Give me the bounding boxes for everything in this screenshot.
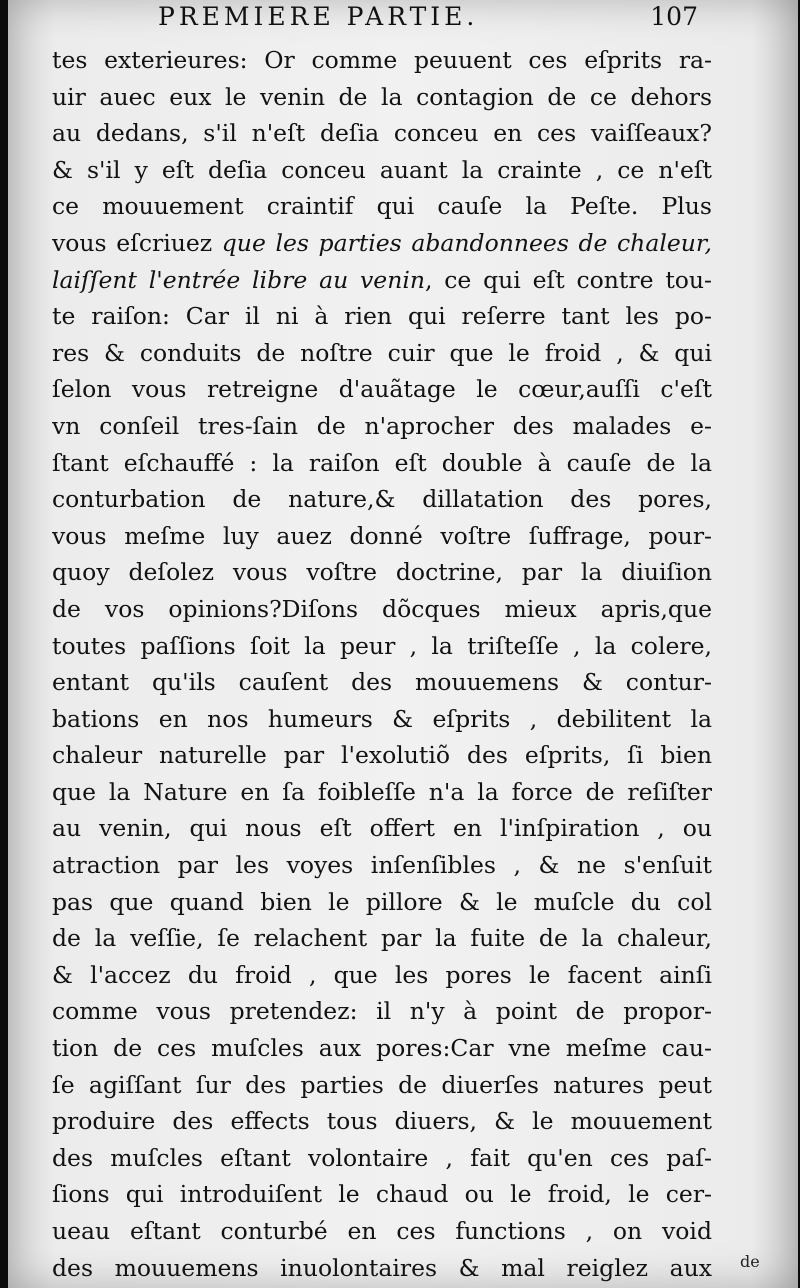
line-text: au dedans, s'il n'eſt deſia conceu en ces vaiſſeaux?	[52, 119, 712, 148]
line-text-after: , ce qui eſt contre tou-	[424, 265, 712, 294]
line-text: de vos opinions?Diſons dõcques mieux apris,que	[52, 594, 712, 623]
text-line	[52, 701, 712, 738]
catchword: de	[740, 1252, 760, 1271]
line-text: entant qu'ils cauſent des mouuemens & contur-	[52, 668, 712, 697]
line-text: pas que quand bien le pillore & le muſcle du col	[52, 887, 712, 916]
line-text: ſelon vous retreigne d'auãtage le cœur,auſſi c'eſt	[52, 375, 712, 404]
text-line	[52, 335, 712, 372]
text-line	[52, 554, 712, 591]
line-text: chaleur naturelle par l'exolutiõ des eſprits, ſi bien	[52, 741, 712, 770]
line-text: res & conduits de noſtre cuir que le froid , & qui	[52, 338, 712, 367]
page-number: 107	[650, 2, 698, 31]
text-line	[52, 1213, 712, 1250]
text-line	[52, 225, 712, 262]
text-line	[52, 1176, 712, 1213]
text-line	[52, 737, 712, 774]
line-text: comme vous pretendez: il n'y à point de propor-	[52, 997, 712, 1026]
line-text: ſtant eſchauffé : la raiſon eſt double à cauſe de la	[52, 448, 712, 477]
line-text: te raiſon: Car il ni à rien qui reſerre tant les po-	[52, 302, 712, 331]
text-line	[52, 518, 712, 555]
line-text: vous meſme luy auez donné voſtre ſuffrage, pour-	[52, 521, 712, 550]
text-line	[52, 884, 712, 921]
line-text: bations en nos humeurs & eſprits , debilitent la	[52, 704, 712, 733]
text-line	[52, 664, 712, 701]
text-line	[52, 1103, 712, 1140]
line-text: de la veſſie, ſe relachent par la fuite de la chaleur,	[52, 924, 712, 953]
line-text: uir auec eux le venin de la contagion de ce dehors	[52, 82, 712, 111]
text-line	[52, 628, 712, 665]
text-line	[52, 42, 712, 79]
line-text: quoy deſolez vous voſtre doctrine, par la diuiſion	[52, 558, 712, 587]
line-text: des muſcles eſtant volontaire , fait qu'en ces paſ-	[52, 1143, 712, 1172]
text-line	[52, 115, 712, 152]
text-line	[52, 1030, 712, 1067]
book-page	[8, 0, 798, 1288]
text-line	[52, 152, 712, 189]
text-line	[52, 188, 712, 225]
line-italic-text: que les parties abandonnees de chaleur,	[221, 228, 712, 257]
line-text: tes exterieures: Or comme peuuent ces eſprits ra-	[52, 46, 712, 74]
text-line	[52, 1067, 712, 1104]
text-line	[52, 481, 712, 518]
line-text: vn conſeil tres-ſain de n'aprocher des malades e-	[52, 411, 712, 440]
text-line	[52, 847, 712, 884]
text-line	[52, 774, 712, 811]
text-line	[52, 920, 712, 957]
line-text: des mouuemens inuolontaires & mal reiglez aux	[52, 1253, 712, 1282]
text-line	[52, 810, 712, 847]
text-line	[52, 1140, 712, 1177]
line-text: & l'accez du froid , que les pores le facent ainſi	[52, 960, 712, 989]
text-line	[52, 79, 712, 116]
line-text: au venin, qui nous eſt offert en l'inſpiration , ou	[52, 814, 712, 843]
running-head: PREMIERE PARTIE.	[158, 2, 479, 31]
line-text: tion de ces muſcles aux pores:Car vne meſme cau-	[52, 1034, 712, 1063]
line-text: atraction par les voyes inſenſibles , & ne s'enſuit	[52, 851, 712, 880]
text-line	[52, 371, 712, 408]
line-text: toutes paſſions ſoit la peur , la triſteſſe , la colere,	[52, 631, 712, 660]
line-text: que la Nature en ſa foibleſſe n'a la force de reſiſter	[52, 777, 712, 806]
line-text: ce mouuement craintif qui cauſe la Peſte. Plus	[52, 192, 712, 221]
line-italic-text: laiſſent l'entrée libre au venin	[52, 265, 425, 294]
text-line	[52, 408, 712, 445]
text-line	[52, 591, 712, 628]
line-text: vous eſcriuez	[52, 228, 222, 257]
line-text: produire des effects tous diuers, & le mouuement	[52, 1107, 712, 1136]
text-line	[52, 445, 712, 482]
text-line	[52, 1250, 712, 1287]
text-line	[52, 298, 712, 335]
line-text: ſions qui introduiſent le chaud ou le froid, le cer-	[52, 1180, 712, 1209]
line-text: & s'il y eſt deſia conceu auant la crainte , ce n'eſt	[52, 155, 712, 184]
text-line	[52, 993, 712, 1030]
line-text: conturbation de nature,& dillatation des pores,	[52, 485, 712, 514]
body-text	[52, 42, 712, 1286]
text-line	[52, 262, 712, 299]
text-line	[52, 957, 712, 994]
line-text: ſe agiſſant ſur des parties de diuerſes natures peut	[52, 1070, 712, 1099]
line-text: ueau eſtant conturbé en ces functions , on void	[52, 1217, 712, 1245]
page-header	[158, 2, 698, 36]
